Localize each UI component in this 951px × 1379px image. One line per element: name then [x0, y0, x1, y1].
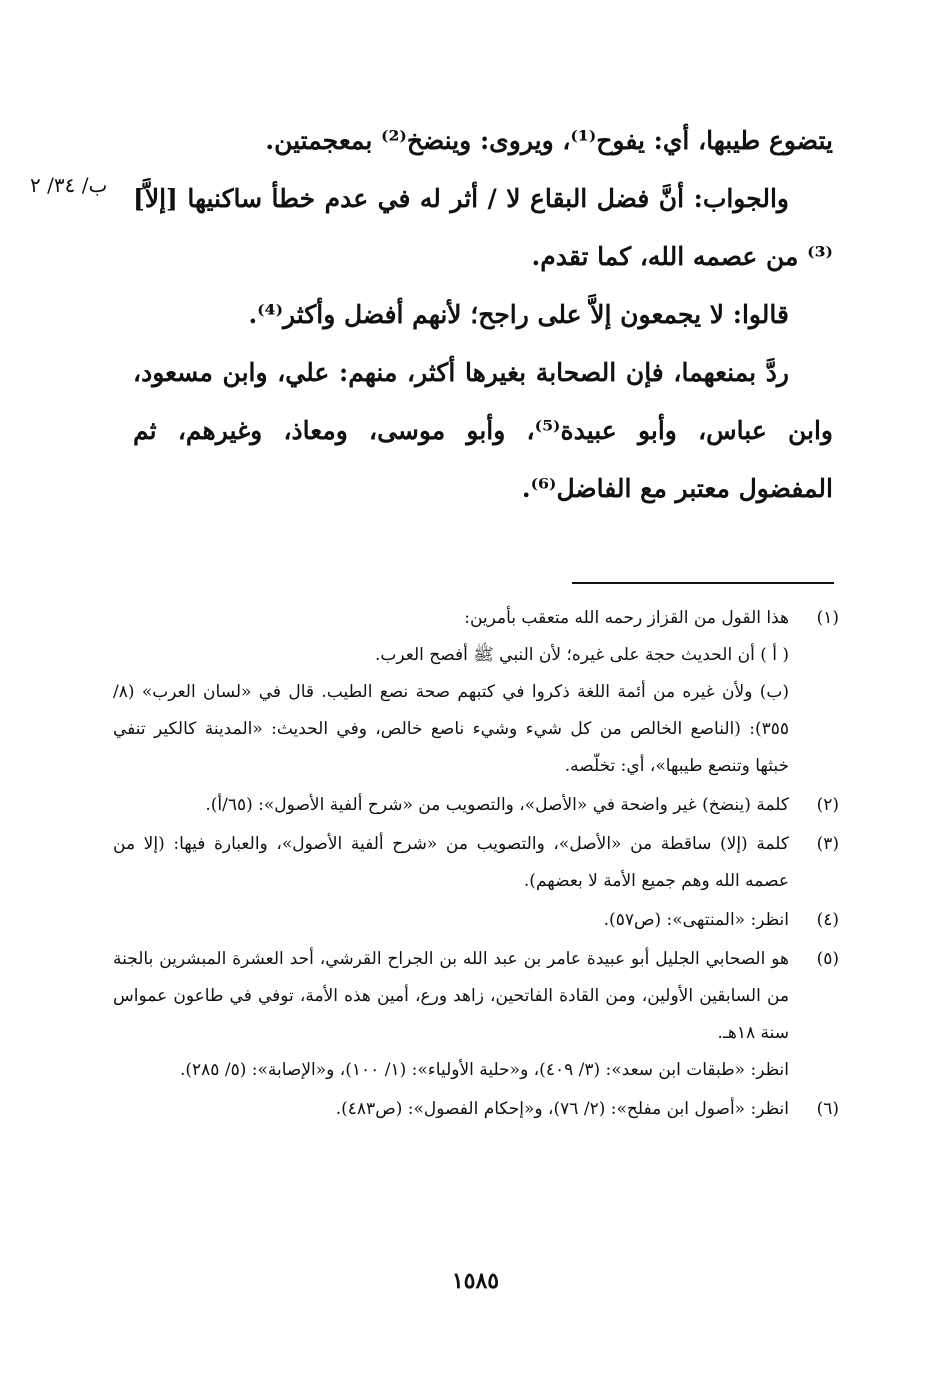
footnote-body: [113, 787, 789, 824]
footnote-text: كلمة (إلا) ساقطة من «الأصل»، والتصويب من «شرح ألفية الأصول»، والعبارة فيها: (إلا من عصمه الله وهم جميع الأمة لا بعضهم).: [113, 834, 789, 891]
footnote-body: [113, 902, 789, 939]
footnote-number: (٥): [816, 949, 839, 969]
main-paragraph-4: ردَّ بمنعهما، فإن الصحابة بغيرها أكثر، منهم: علي، وابن مسعود، وابن عباس، وأبو عبيدة⁽⁵⁾، وأبو موسى، ومعاذ، وغيرهم، ثم المفضول معتبر مع الفاضل⁽⁶⁾.: [133, 358, 833, 503]
footnote-text: انظر: «المنتهى»: (ص٥٧).: [603, 910, 789, 930]
footnote-2: [113, 787, 839, 824]
footnotes: [113, 600, 839, 1130]
footnote-text: انظر: «أصول ابن مفلح»: (٢/ ٧٦)، و«إحكام الفصول»: (ص٤٨٣).: [335, 1099, 789, 1119]
page-number: ١٥٨٥: [451, 1268, 500, 1294]
footnote-number: (٦): [816, 1099, 839, 1119]
footnote-4: [113, 902, 839, 939]
main-text: [133, 112, 833, 518]
main-paragraph-1: يتضوع طيبها، أي: يفوح⁽¹⁾، ويروى: وينضخ⁽²⁾ بمعجمتين.: [265, 126, 833, 155]
footnote-text: (ب) ولأن غيره من أئمة اللغة ذكروا في كتبهم صحة نصع الطيب. قال في «لسان العرب» (٨/ ٣٥٥): (الناصع الخالص من كل شيء وشيء ناصع خالص، وفي الحديث: «المدينة كالكير تنفي خبثها وتنصع طيبها»، أي: تخلّصه.: [113, 682, 789, 776]
footnote-body: [113, 1091, 789, 1128]
footnote-text: هو الصحابي الجليل أبو عبيدة عامر بن عبد الله بن الجراح القرشي، أحد العشرة المبشرين بالجنة من السابقين الأولين، ومن القادة الفاتحين، زاهد ورع، أمين هذه الأمة، توفي في طاعون عمواس سنة ١٨هـ.: [113, 949, 790, 1043]
footnote-text: ( أ ) أن الحديث حجة على غيره؛ لأن النبي ﷺ أفصح العرب.: [374, 645, 789, 665]
footnote-1: [113, 600, 839, 785]
main-paragraph-3: قالوا: لا يجمعون إلاَّ على راجح؛ لأنهم أفضل وأكثر⁽⁴⁾.: [248, 300, 789, 329]
margin-note: ب/ ٣٤/ ٢: [30, 173, 108, 197]
footnote-number: (٤): [816, 910, 839, 930]
footnote-separator: [572, 582, 834, 584]
footnote-text: هذا القول من القزاز رحمه الله متعقب بأمرين:: [464, 608, 789, 628]
footnote-6: [113, 1091, 839, 1128]
main-paragraph-2: والجواب: أنَّ فضل البقاع لا / أثر له في عدم خطأ ساكنيها [إلاَّ]⁽³⁾ من عصمه الله، كما تقدم.: [133, 184, 833, 271]
footnote-text: انظر: «طبقات ابن سعد»: (٣/ ٤٠٩)، و«حلية الأولياء»: (١/ ١٠٠)، و«الإصابة»: (٥/ ٢٨٥).: [180, 1060, 789, 1080]
footnote-3: [113, 826, 839, 900]
footnote-body: [113, 600, 789, 785]
footnote-number: (١): [816, 608, 839, 628]
footnote-text: كلمة (ينضخ) غير واضحة في «الأصل»، والتصويب من «شرح ألفية الأصول»: (٦٥/أ).: [205, 795, 789, 815]
footnote-number: (٢): [816, 795, 839, 815]
footnote-number: (٣): [816, 834, 839, 854]
footnote-body: [113, 826, 789, 900]
footnote-5: [113, 941, 839, 1089]
footnote-body: [113, 941, 789, 1089]
